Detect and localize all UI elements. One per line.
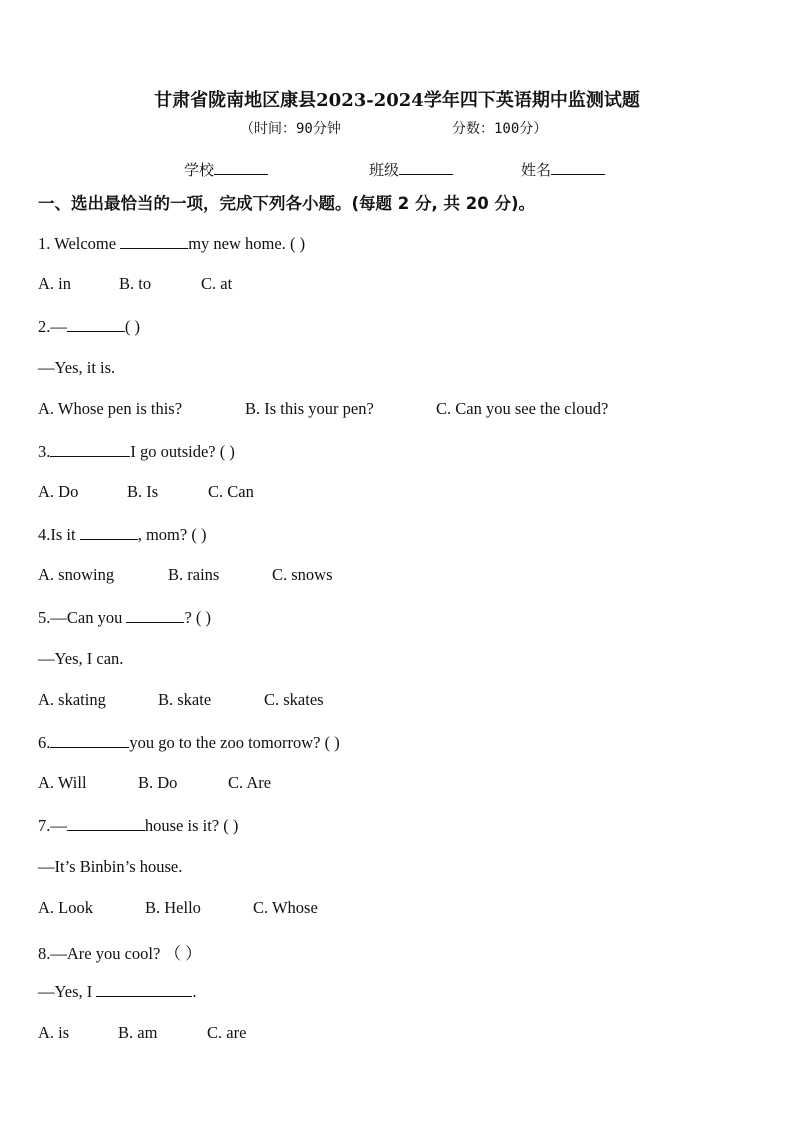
question-text-pre: 7.— (38, 816, 67, 835)
option-a[interactable]: A. Will (38, 773, 87, 792)
option-c[interactable]: C. are (207, 1023, 247, 1042)
question-text-pre: 8.—Are you cool? (38, 944, 165, 963)
question-7 (38, 815, 238, 836)
class-label: 班级 (369, 161, 400, 179)
option-a[interactable]: A. snowing (38, 565, 115, 584)
question-3-options (38, 482, 254, 502)
option-b[interactable]: B. Is (127, 482, 159, 501)
option-b[interactable]: B. Is this your pen? (245, 399, 374, 418)
answer-text-post: . (192, 982, 197, 1001)
answer-blank[interactable] (67, 316, 125, 332)
school-label: 学校 (184, 161, 215, 179)
question-text-pre: 6. (38, 733, 51, 752)
exam-score: 分数：100分） (452, 121, 548, 137)
option-c[interactable]: C. at (201, 274, 233, 293)
option-c[interactable]: C. Whose (253, 898, 318, 917)
option-b[interactable]: B. Do (138, 773, 178, 792)
answer-blank[interactable] (96, 981, 192, 997)
option-c[interactable]: C. Can (208, 482, 254, 501)
question-7-answer: —It’s Binbin’s house. (38, 857, 183, 876)
class-blank[interactable] (399, 160, 453, 175)
question-8-options (38, 1023, 246, 1043)
answer-blank[interactable] (120, 233, 188, 249)
question-6 (38, 732, 340, 753)
section-heading: 一、选出最恰当的一项，完成下列各小题。(每题 2 分, 共 20 分)。 (38, 194, 536, 213)
name-field (521, 159, 605, 180)
class-field (369, 159, 453, 180)
name-blank[interactable] (551, 160, 605, 175)
question-text-pre: 1. Welcome (38, 234, 121, 253)
option-c[interactable]: C. Are (228, 773, 272, 792)
option-c[interactable]: C. snows (272, 565, 333, 584)
option-b[interactable]: B. rains (168, 565, 220, 584)
question-5-answer: —Yes, I can. (38, 649, 124, 668)
option-a[interactable]: A. skating (38, 690, 106, 709)
question-text-post: my new home. ( ) (188, 234, 306, 253)
question-text-post: house is it? ( ) (144, 816, 239, 835)
question-text-post: ( ) (124, 317, 140, 336)
question-1-options (38, 274, 232, 294)
question-5 (38, 607, 211, 628)
answer-blank[interactable] (50, 732, 129, 748)
option-c[interactable]: C. Can you see the cloud? (436, 399, 609, 418)
question-text-pre: 2.— (38, 317, 67, 336)
question-1 (38, 233, 305, 254)
question-2 (38, 316, 140, 337)
option-a[interactable]: A. is (38, 1023, 70, 1042)
question-2-options (38, 399, 608, 419)
answer-blank[interactable] (67, 815, 145, 831)
question-8 (38, 940, 202, 964)
question-text-pre: 4.Is it (38, 525, 80, 544)
question-7-options (38, 898, 318, 918)
question-2-answer: —Yes, it is. (38, 358, 116, 377)
option-a[interactable]: A. Whose pen is this? (38, 399, 183, 418)
question-text-post: you go to the zoo tomorrow? ( ) (129, 733, 340, 752)
answer-blank[interactable] (126, 607, 184, 623)
question-8-answer (38, 981, 197, 1002)
answer-blank[interactable] (50, 441, 130, 457)
answer-text-pre: —Yes, I (38, 982, 97, 1001)
option-a[interactable]: A. in (38, 274, 71, 293)
school-blank[interactable] (214, 160, 268, 175)
option-c[interactable]: C. skates (264, 690, 324, 709)
question-3 (38, 441, 235, 462)
question-text-pre: 3. (38, 442, 51, 461)
question-5-options (38, 690, 324, 710)
exam-title: 甘肃省陇南地区康县2023-2024学年四下英语期中监测试题 (154, 90, 640, 111)
option-b[interactable]: B. am (118, 1023, 158, 1042)
school-field (184, 159, 268, 180)
question-text-post: , mom? ( ) (137, 525, 207, 544)
answer-blank[interactable] (80, 524, 138, 540)
question-text-pre: 5.—Can you (38, 608, 127, 627)
question-6-options (38, 773, 271, 793)
option-b[interactable]: B. skate (158, 690, 212, 709)
option-b[interactable]: B. Hello (145, 898, 201, 917)
option-b[interactable]: B. to (119, 274, 152, 293)
question-text-post: ? ( ) (184, 608, 212, 627)
option-a[interactable]: A. Do (38, 482, 79, 501)
question-text-post: （ ） (164, 944, 202, 963)
name-label: 姓名 (521, 161, 552, 179)
question-text-post: I go outside? ( ) (130, 442, 235, 461)
question-4-options (38, 565, 333, 585)
exam-time: （时间：90分钟 (240, 121, 341, 137)
question-4 (38, 524, 206, 545)
option-a[interactable]: A. Look (38, 898, 93, 917)
